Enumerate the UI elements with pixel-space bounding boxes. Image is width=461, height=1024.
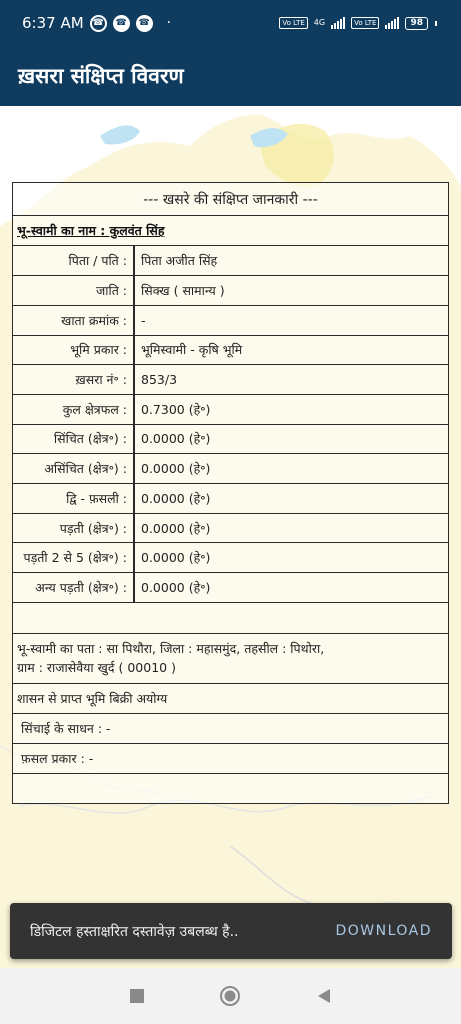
status-left <box>22 14 171 32</box>
back-button[interactable] <box>304 976 344 1016</box>
status-right <box>279 17 437 30</box>
row-value: 0.7300 (हे॰) <box>134 394 449 424</box>
card-title-text: --- खसरे की संक्षिप्त जानकारी --- <box>143 191 318 208</box>
crop-type-row <box>13 744 448 774</box>
row-label: सिंचित (क्षेत्र॰) : <box>13 424 134 454</box>
phone-call-icon-2: ☎ <box>136 15 153 32</box>
row-label: पड़ती (क्षेत्र॰) : <box>13 513 134 543</box>
row-value: 0.0000 (हे॰) <box>134 454 449 484</box>
system-nav-bar <box>0 968 461 1024</box>
volte-icon-2: Vo LTE <box>351 17 379 29</box>
recents-square-icon <box>129 988 145 1004</box>
row-label: ख़सरा नं॰ : <box>13 365 134 395</box>
owner-address-row <box>13 634 448 684</box>
battery-tip <box>435 21 437 26</box>
page-title: ख़सरा संक्षिप्त विवरण <box>18 64 184 88</box>
row-value: 0.0000 (हे॰) <box>134 573 449 603</box>
snackbar-message: डिजिटल हस्ताक्षरित दस्तावेज़ उबलब्ध है.. <box>30 923 239 940</box>
row-label: कुल क्षेत्रफल : <box>13 394 134 424</box>
table-row <box>13 543 449 573</box>
home-circle-icon <box>219 985 241 1007</box>
row-label: अन्य पड़ती (क्षेत्र॰) : <box>13 573 134 603</box>
irrigation-means: सिंचाई के साधन : - <box>21 721 111 736</box>
row-label: असिंचित (क्षेत्र॰) : <box>13 454 134 484</box>
home-button[interactable] <box>210 976 250 1016</box>
table-row <box>13 484 449 514</box>
row-value: 0.0000 (हे॰) <box>134 424 449 454</box>
recents-button[interactable] <box>117 976 157 1016</box>
status-time: 6:37 AM <box>22 14 84 32</box>
download-snackbar <box>10 903 452 959</box>
owner-address-line-1: भू-स्वामी का पता : सा पिथौरा, जिला : महासमुंद, तहसील : पिथोरा, <box>17 641 325 656</box>
card-title <box>13 183 448 216</box>
owner-name: भू-स्वामी का नाम : कुलवंत सिंह <box>17 223 165 238</box>
blank-row <box>13 603 448 634</box>
row-value: पिता अजीत सिंह <box>134 246 449 276</box>
row-value: भूमिस्वामी - कृषि भूमि <box>134 335 449 365</box>
crop-type: फ़सल प्रकार : - <box>21 751 94 766</box>
irrigation-row <box>13 714 448 744</box>
battery-icon <box>405 17 428 30</box>
row-label: जाति : <box>13 276 134 306</box>
table-row <box>13 276 449 306</box>
signal-icon-2 <box>385 17 399 29</box>
whatsapp-icon: ☎ <box>90 15 107 32</box>
table-row <box>13 424 449 454</box>
row-value: सिक्ख ( सामान्य ) <box>134 276 449 306</box>
khasra-details-table <box>13 246 449 603</box>
notification-dot-icon: · <box>166 15 172 31</box>
download-button[interactable]: DOWNLOAD <box>335 923 432 939</box>
table-row <box>13 246 449 276</box>
table-row <box>13 394 449 424</box>
row-value: 853/3 <box>134 365 449 395</box>
phone-call-icon: ☎ <box>113 15 130 32</box>
volte-icon: Vo LTE <box>279 17 307 29</box>
signal-icon <box>331 17 345 29</box>
back-triangle-icon <box>316 988 332 1004</box>
status-bar <box>0 0 461 46</box>
land-sale-note-row <box>13 684 448 714</box>
table-row <box>13 513 449 543</box>
row-label: द्वि - फ़सली : <box>13 484 134 514</box>
row-value: 0.0000 (हे॰) <box>134 513 449 543</box>
battery-level: 98 <box>410 18 423 28</box>
table-row <box>13 573 449 603</box>
table-row <box>13 365 449 395</box>
row-label: खाता क्रमांक : <box>13 305 134 335</box>
owner-name-row <box>13 216 448 246</box>
land-sale-note: शासन से प्राप्त भूमि बिक्री अयोग्य <box>17 691 168 706</box>
row-value: - <box>134 305 449 335</box>
row-value: 0.0000 (हे॰) <box>134 484 449 514</box>
row-label: पड़ती 2 से 5 (क्षेत्र॰) : <box>13 543 134 573</box>
row-label: पिता / पति : <box>13 246 134 276</box>
khasra-summary-card <box>12 182 449 804</box>
table-row <box>13 335 449 365</box>
table-row <box>13 454 449 484</box>
app-bar <box>0 46 461 106</box>
owner-address-line-2: ग्राम : राजासेवैया खुर्द ( 00010 ) <box>17 660 176 675</box>
row-label: भूमि प्रकार : <box>13 335 134 365</box>
table-row <box>13 305 449 335</box>
network-type-label: 4G <box>313 18 326 27</box>
row-value: 0.0000 (हे॰) <box>134 543 449 573</box>
